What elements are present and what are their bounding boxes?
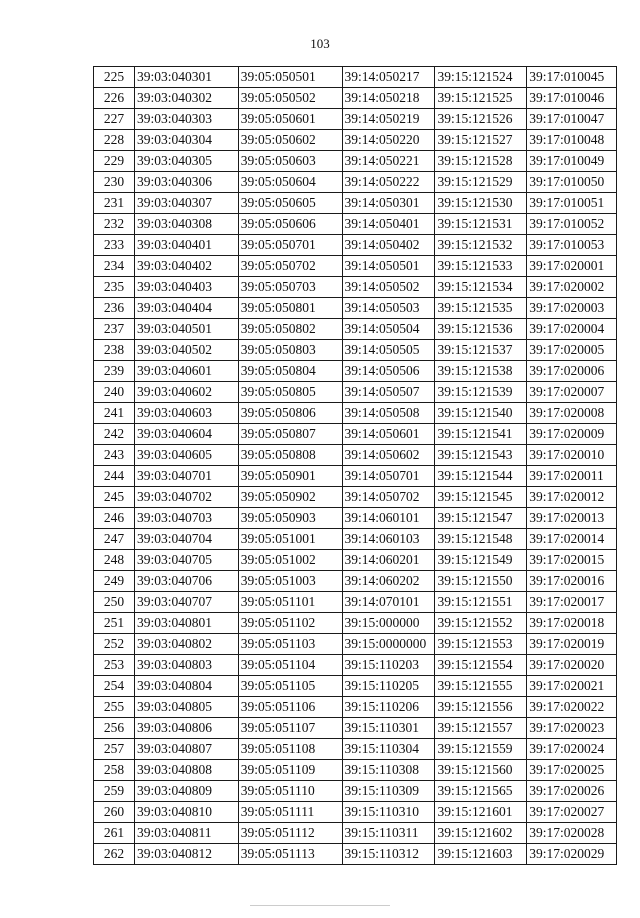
code-39-05-cell: 39:05:050602 xyxy=(238,130,342,151)
code-39-14-15-cell: 39:14:050220 xyxy=(342,130,435,151)
row-number-cell: 236 xyxy=(94,298,135,319)
code-39-17-cell: 39:17:010046 xyxy=(527,88,617,109)
code-39-05-cell: 39:05:051111 xyxy=(238,802,342,823)
code-39-15-cell: 39:15:121525 xyxy=(435,88,527,109)
code-39-17-cell: 39:17:020007 xyxy=(527,382,617,403)
code-39-15-cell: 39:15:121538 xyxy=(435,361,527,382)
row-number-cell: 240 xyxy=(94,382,135,403)
code-39-15-cell: 39:15:121528 xyxy=(435,151,527,172)
code-39-15-cell: 39:15:121540 xyxy=(435,403,527,424)
code-39-15-cell: 39:15:121535 xyxy=(435,298,527,319)
code-39-03-cell: 39:03:040308 xyxy=(135,214,239,235)
code-39-14-15-cell: 39:14:050506 xyxy=(342,361,435,382)
code-39-05-cell: 39:05:050802 xyxy=(238,319,342,340)
code-39-03-cell: 39:03:040806 xyxy=(135,718,239,739)
table-row xyxy=(94,109,617,130)
row-number-cell: 260 xyxy=(94,802,135,823)
table-row xyxy=(94,277,617,298)
code-39-17-cell: 39:17:020026 xyxy=(527,781,617,802)
code-39-17-cell: 39:17:010045 xyxy=(527,67,617,88)
code-39-05-cell: 39:05:050701 xyxy=(238,235,342,256)
row-number-cell: 259 xyxy=(94,781,135,802)
code-39-15-cell: 39:15:121536 xyxy=(435,319,527,340)
code-39-14-15-cell: 39:15:110311 xyxy=(342,823,435,844)
table-row xyxy=(94,151,617,172)
code-39-05-cell: 39:05:050502 xyxy=(238,88,342,109)
code-39-05-cell: 39:05:050601 xyxy=(238,109,342,130)
table-row xyxy=(94,487,617,508)
code-39-05-cell: 39:05:050702 xyxy=(238,256,342,277)
row-number-cell: 233 xyxy=(94,235,135,256)
code-39-17-cell: 39:17:020024 xyxy=(527,739,617,760)
table-row xyxy=(94,235,617,256)
code-39-03-cell: 39:03:040403 xyxy=(135,277,239,298)
row-number-cell: 247 xyxy=(94,529,135,550)
table-row xyxy=(94,550,617,571)
code-39-17-cell: 39:17:020028 xyxy=(527,823,617,844)
code-39-17-cell: 39:17:020019 xyxy=(527,634,617,655)
code-39-05-cell: 39:05:050806 xyxy=(238,403,342,424)
code-39-03-cell: 39:03:040803 xyxy=(135,655,239,676)
row-number-cell: 252 xyxy=(94,634,135,655)
code-39-05-cell: 39:05:050605 xyxy=(238,193,342,214)
row-number-cell: 241 xyxy=(94,403,135,424)
code-39-17-cell: 39:17:020006 xyxy=(527,361,617,382)
code-39-03-cell: 39:03:040808 xyxy=(135,760,239,781)
code-39-15-cell: 39:15:121524 xyxy=(435,67,527,88)
code-39-14-15-cell: 39:14:050701 xyxy=(342,466,435,487)
code-39-03-cell: 39:03:040306 xyxy=(135,172,239,193)
code-39-14-15-cell: 39:14:050505 xyxy=(342,340,435,361)
code-39-14-15-cell: 39:14:050504 xyxy=(342,319,435,340)
code-39-03-cell: 39:03:040812 xyxy=(135,844,239,865)
code-39-05-cell: 39:05:051107 xyxy=(238,718,342,739)
code-39-05-cell: 39:05:050703 xyxy=(238,277,342,298)
code-39-17-cell: 39:17:020015 xyxy=(527,550,617,571)
code-39-05-cell: 39:05:050501 xyxy=(238,67,342,88)
code-39-14-15-cell: 39:15:110310 xyxy=(342,802,435,823)
code-39-14-15-cell: 39:14:050503 xyxy=(342,298,435,319)
code-39-17-cell: 39:17:020004 xyxy=(527,319,617,340)
table-row xyxy=(94,508,617,529)
code-39-03-cell: 39:03:040302 xyxy=(135,88,239,109)
row-number-cell: 229 xyxy=(94,151,135,172)
code-39-14-15-cell: 39:14:050601 xyxy=(342,424,435,445)
code-39-17-cell: 39:17:010051 xyxy=(527,193,617,214)
code-39-03-cell: 39:03:040802 xyxy=(135,634,239,655)
row-number-cell: 254 xyxy=(94,676,135,697)
code-39-15-cell: 39:15:121554 xyxy=(435,655,527,676)
code-39-14-15-cell: 39:14:060202 xyxy=(342,571,435,592)
code-39-05-cell: 39:05:050803 xyxy=(238,340,342,361)
row-number-cell: 258 xyxy=(94,760,135,781)
code-39-17-cell: 39:17:020008 xyxy=(527,403,617,424)
code-39-14-15-cell: 39:15:000000 xyxy=(342,613,435,634)
code-39-03-cell: 39:03:040602 xyxy=(135,382,239,403)
table-row xyxy=(94,529,617,550)
code-39-17-cell: 39:17:020029 xyxy=(527,844,617,865)
code-39-14-15-cell: 39:14:050217 xyxy=(342,67,435,88)
code-39-05-cell: 39:05:051103 xyxy=(238,634,342,655)
code-39-03-cell: 39:03:040603 xyxy=(135,403,239,424)
code-39-05-cell: 39:05:051101 xyxy=(238,592,342,613)
code-39-17-cell: 39:17:010048 xyxy=(527,130,617,151)
code-39-15-cell: 39:15:121555 xyxy=(435,676,527,697)
table-row xyxy=(94,424,617,445)
code-39-15-cell: 39:15:121526 xyxy=(435,109,527,130)
code-39-17-cell: 39:17:020016 xyxy=(527,571,617,592)
row-number-cell: 248 xyxy=(94,550,135,571)
code-39-05-cell: 39:05:051102 xyxy=(238,613,342,634)
code-39-15-cell: 39:15:121541 xyxy=(435,424,527,445)
cadastral-table xyxy=(93,66,617,865)
code-39-17-cell: 39:17:020025 xyxy=(527,760,617,781)
code-39-05-cell: 39:05:050901 xyxy=(238,466,342,487)
code-39-03-cell: 39:03:040701 xyxy=(135,466,239,487)
table-row xyxy=(94,844,617,865)
table-row xyxy=(94,823,617,844)
code-39-15-cell: 39:15:121532 xyxy=(435,235,527,256)
code-39-05-cell: 39:05:050808 xyxy=(238,445,342,466)
code-39-17-cell: 39:17:020023 xyxy=(527,718,617,739)
code-39-17-cell: 39:17:020018 xyxy=(527,613,617,634)
code-39-03-cell: 39:03:040704 xyxy=(135,529,239,550)
code-39-05-cell: 39:05:051108 xyxy=(238,739,342,760)
row-number-cell: 244 xyxy=(94,466,135,487)
table-row xyxy=(94,802,617,823)
code-39-05-cell: 39:05:051001 xyxy=(238,529,342,550)
code-39-05-cell: 39:05:050804 xyxy=(238,361,342,382)
code-39-15-cell: 39:15:121537 xyxy=(435,340,527,361)
code-39-17-cell: 39:17:020009 xyxy=(527,424,617,445)
code-39-15-cell: 39:15:121556 xyxy=(435,697,527,718)
code-39-14-15-cell: 39:15:0000000 xyxy=(342,634,435,655)
code-39-14-15-cell: 39:14:050222 xyxy=(342,172,435,193)
row-number-cell: 243 xyxy=(94,445,135,466)
row-number-cell: 227 xyxy=(94,109,135,130)
code-39-15-cell: 39:15:121603 xyxy=(435,844,527,865)
table-row xyxy=(94,214,617,235)
code-39-03-cell: 39:03:040307 xyxy=(135,193,239,214)
row-number-cell: 256 xyxy=(94,718,135,739)
table-row xyxy=(94,760,617,781)
code-39-17-cell: 39:17:010053 xyxy=(527,235,617,256)
code-39-15-cell: 39:15:121534 xyxy=(435,277,527,298)
code-39-17-cell: 39:17:020027 xyxy=(527,802,617,823)
code-39-17-cell: 39:17:020010 xyxy=(527,445,617,466)
code-39-14-15-cell: 39:15:110205 xyxy=(342,676,435,697)
row-number-cell: 225 xyxy=(94,67,135,88)
code-39-03-cell: 39:03:040811 xyxy=(135,823,239,844)
code-39-15-cell: 39:15:121550 xyxy=(435,571,527,592)
code-39-15-cell: 39:15:121553 xyxy=(435,634,527,655)
code-39-15-cell: 39:15:121559 xyxy=(435,739,527,760)
code-39-14-15-cell: 39:14:060201 xyxy=(342,550,435,571)
table-row xyxy=(94,634,617,655)
code-39-03-cell: 39:03:040601 xyxy=(135,361,239,382)
code-39-17-cell: 39:17:020017 xyxy=(527,592,617,613)
table-row xyxy=(94,466,617,487)
code-39-03-cell: 39:03:040804 xyxy=(135,676,239,697)
code-39-03-cell: 39:03:040501 xyxy=(135,319,239,340)
code-39-15-cell: 39:15:121557 xyxy=(435,718,527,739)
code-39-05-cell: 39:05:050903 xyxy=(238,508,342,529)
code-39-14-15-cell: 39:15:110304 xyxy=(342,739,435,760)
code-39-03-cell: 39:03:040304 xyxy=(135,130,239,151)
row-number-cell: 262 xyxy=(94,844,135,865)
table-row xyxy=(94,571,617,592)
code-39-03-cell: 39:03:040805 xyxy=(135,697,239,718)
code-39-05-cell: 39:05:051104 xyxy=(238,655,342,676)
table-row xyxy=(94,403,617,424)
code-39-05-cell: 39:05:051105 xyxy=(238,676,342,697)
table-row xyxy=(94,739,617,760)
code-39-15-cell: 39:15:121560 xyxy=(435,760,527,781)
code-39-14-15-cell: 39:14:050508 xyxy=(342,403,435,424)
code-39-05-cell: 39:05:050805 xyxy=(238,382,342,403)
code-39-03-cell: 39:03:040605 xyxy=(135,445,239,466)
code-39-03-cell: 39:03:040707 xyxy=(135,592,239,613)
table-row xyxy=(94,613,617,634)
row-number-cell: 231 xyxy=(94,193,135,214)
code-39-14-15-cell: 39:15:110206 xyxy=(342,697,435,718)
code-39-15-cell: 39:15:121539 xyxy=(435,382,527,403)
table-row xyxy=(94,655,617,676)
code-39-05-cell: 39:05:051113 xyxy=(238,844,342,865)
code-39-17-cell: 39:17:010049 xyxy=(527,151,617,172)
code-39-03-cell: 39:03:040301 xyxy=(135,67,239,88)
table-row xyxy=(94,193,617,214)
code-39-17-cell: 39:17:020021 xyxy=(527,676,617,697)
code-39-03-cell: 39:03:040305 xyxy=(135,151,239,172)
code-39-15-cell: 39:15:121602 xyxy=(435,823,527,844)
row-number-cell: 251 xyxy=(94,613,135,634)
code-39-03-cell: 39:03:040404 xyxy=(135,298,239,319)
row-number-cell: 253 xyxy=(94,655,135,676)
row-number-cell: 232 xyxy=(94,214,135,235)
table-row xyxy=(94,382,617,403)
row-number-cell: 228 xyxy=(94,130,135,151)
code-39-05-cell: 39:05:050603 xyxy=(238,151,342,172)
code-39-05-cell: 39:05:050902 xyxy=(238,487,342,508)
code-39-14-15-cell: 39:14:050219 xyxy=(342,109,435,130)
code-39-15-cell: 39:15:121565 xyxy=(435,781,527,802)
code-39-14-15-cell: 39:14:050702 xyxy=(342,487,435,508)
code-39-03-cell: 39:03:040703 xyxy=(135,508,239,529)
code-39-17-cell: 39:17:010052 xyxy=(527,214,617,235)
code-39-05-cell: 39:05:051109 xyxy=(238,760,342,781)
row-number-cell: 261 xyxy=(94,823,135,844)
row-number-cell: 239 xyxy=(94,361,135,382)
table-row xyxy=(94,697,617,718)
code-39-03-cell: 39:03:040706 xyxy=(135,571,239,592)
page-edge-mark xyxy=(250,905,390,906)
code-39-03-cell: 39:03:040809 xyxy=(135,781,239,802)
table-row xyxy=(94,445,617,466)
code-39-14-15-cell: 39:14:060103 xyxy=(342,529,435,550)
code-39-03-cell: 39:03:040801 xyxy=(135,613,239,634)
code-39-14-15-cell: 39:14:050502 xyxy=(342,277,435,298)
code-39-15-cell: 39:15:121531 xyxy=(435,214,527,235)
code-39-17-cell: 39:17:020002 xyxy=(527,277,617,298)
code-39-14-15-cell: 39:14:050507 xyxy=(342,382,435,403)
code-39-03-cell: 39:03:040502 xyxy=(135,340,239,361)
code-39-05-cell: 39:05:050604 xyxy=(238,172,342,193)
code-39-15-cell: 39:15:121552 xyxy=(435,613,527,634)
code-39-03-cell: 39:03:040702 xyxy=(135,487,239,508)
code-39-15-cell: 39:15:121601 xyxy=(435,802,527,823)
code-39-17-cell: 39:17:020022 xyxy=(527,697,617,718)
code-39-05-cell: 39:05:050606 xyxy=(238,214,342,235)
code-39-17-cell: 39:17:020012 xyxy=(527,487,617,508)
code-39-15-cell: 39:15:121551 xyxy=(435,592,527,613)
code-39-15-cell: 39:15:121527 xyxy=(435,130,527,151)
table-row xyxy=(94,88,617,109)
code-39-15-cell: 39:15:121548 xyxy=(435,529,527,550)
code-39-14-15-cell: 39:15:110312 xyxy=(342,844,435,865)
table-row xyxy=(94,676,617,697)
code-39-03-cell: 39:03:040402 xyxy=(135,256,239,277)
table-row xyxy=(94,67,617,88)
code-39-05-cell: 39:05:051112 xyxy=(238,823,342,844)
code-39-15-cell: 39:15:121533 xyxy=(435,256,527,277)
row-number-cell: 237 xyxy=(94,319,135,340)
code-39-14-15-cell: 39:15:110308 xyxy=(342,760,435,781)
table-row xyxy=(94,298,617,319)
code-39-15-cell: 39:15:121530 xyxy=(435,193,527,214)
row-number-cell: 250 xyxy=(94,592,135,613)
code-39-03-cell: 39:03:040807 xyxy=(135,739,239,760)
code-39-14-15-cell: 39:14:050218 xyxy=(342,88,435,109)
table-row xyxy=(94,781,617,802)
row-number-cell: 255 xyxy=(94,697,135,718)
code-39-15-cell: 39:15:121529 xyxy=(435,172,527,193)
row-number-cell: 238 xyxy=(94,340,135,361)
row-number-cell: 230 xyxy=(94,172,135,193)
code-39-17-cell: 39:17:020020 xyxy=(527,655,617,676)
code-39-05-cell: 39:05:050801 xyxy=(238,298,342,319)
code-39-17-cell: 39:17:020005 xyxy=(527,340,617,361)
row-number-cell: 257 xyxy=(94,739,135,760)
table-row xyxy=(94,172,617,193)
code-39-17-cell: 39:17:010047 xyxy=(527,109,617,130)
code-39-14-15-cell: 39:15:110203 xyxy=(342,655,435,676)
code-39-14-15-cell: 39:14:050221 xyxy=(342,151,435,172)
row-number-cell: 245 xyxy=(94,487,135,508)
code-39-14-15-cell: 39:14:050401 xyxy=(342,214,435,235)
row-number-cell: 234 xyxy=(94,256,135,277)
code-39-05-cell: 39:05:051106 xyxy=(238,697,342,718)
code-39-14-15-cell: 39:14:060101 xyxy=(342,508,435,529)
table-row xyxy=(94,592,617,613)
table-row xyxy=(94,340,617,361)
code-39-03-cell: 39:03:040401 xyxy=(135,235,239,256)
row-number-cell: 249 xyxy=(94,571,135,592)
code-39-14-15-cell: 39:14:050501 xyxy=(342,256,435,277)
code-39-14-15-cell: 39:15:110309 xyxy=(342,781,435,802)
code-39-05-cell: 39:05:050807 xyxy=(238,424,342,445)
row-number-cell: 235 xyxy=(94,277,135,298)
code-39-15-cell: 39:15:121549 xyxy=(435,550,527,571)
code-39-05-cell: 39:05:051110 xyxy=(238,781,342,802)
table-body xyxy=(94,67,617,865)
code-39-05-cell: 39:05:051002 xyxy=(238,550,342,571)
row-number-cell: 242 xyxy=(94,424,135,445)
code-39-17-cell: 39:17:020013 xyxy=(527,508,617,529)
code-39-17-cell: 39:17:020003 xyxy=(527,298,617,319)
code-39-15-cell: 39:15:121544 xyxy=(435,466,527,487)
table-row xyxy=(94,130,617,151)
code-39-03-cell: 39:03:040705 xyxy=(135,550,239,571)
code-39-17-cell: 39:17:020001 xyxy=(527,256,617,277)
page-number: 103 xyxy=(310,36,330,51)
code-39-17-cell: 39:17:020014 xyxy=(527,529,617,550)
code-39-14-15-cell: 39:14:050301 xyxy=(342,193,435,214)
code-39-17-cell: 39:17:020011 xyxy=(527,466,617,487)
table-row xyxy=(94,718,617,739)
code-39-14-15-cell: 39:15:110301 xyxy=(342,718,435,739)
row-number-cell: 226 xyxy=(94,88,135,109)
code-39-03-cell: 39:03:040604 xyxy=(135,424,239,445)
code-39-14-15-cell: 39:14:070101 xyxy=(342,592,435,613)
code-39-15-cell: 39:15:121543 xyxy=(435,445,527,466)
table-row xyxy=(94,256,617,277)
code-39-03-cell: 39:03:040303 xyxy=(135,109,239,130)
code-39-14-15-cell: 39:14:050402 xyxy=(342,235,435,256)
code-39-14-15-cell: 39:14:050602 xyxy=(342,445,435,466)
table-row xyxy=(94,319,617,340)
table-row xyxy=(94,361,617,382)
code-39-15-cell: 39:15:121547 xyxy=(435,508,527,529)
code-39-15-cell: 39:15:121545 xyxy=(435,487,527,508)
row-number-cell: 246 xyxy=(94,508,135,529)
code-39-05-cell: 39:05:051003 xyxy=(238,571,342,592)
code-39-17-cell: 39:17:010050 xyxy=(527,172,617,193)
code-39-03-cell: 39:03:040810 xyxy=(135,802,239,823)
